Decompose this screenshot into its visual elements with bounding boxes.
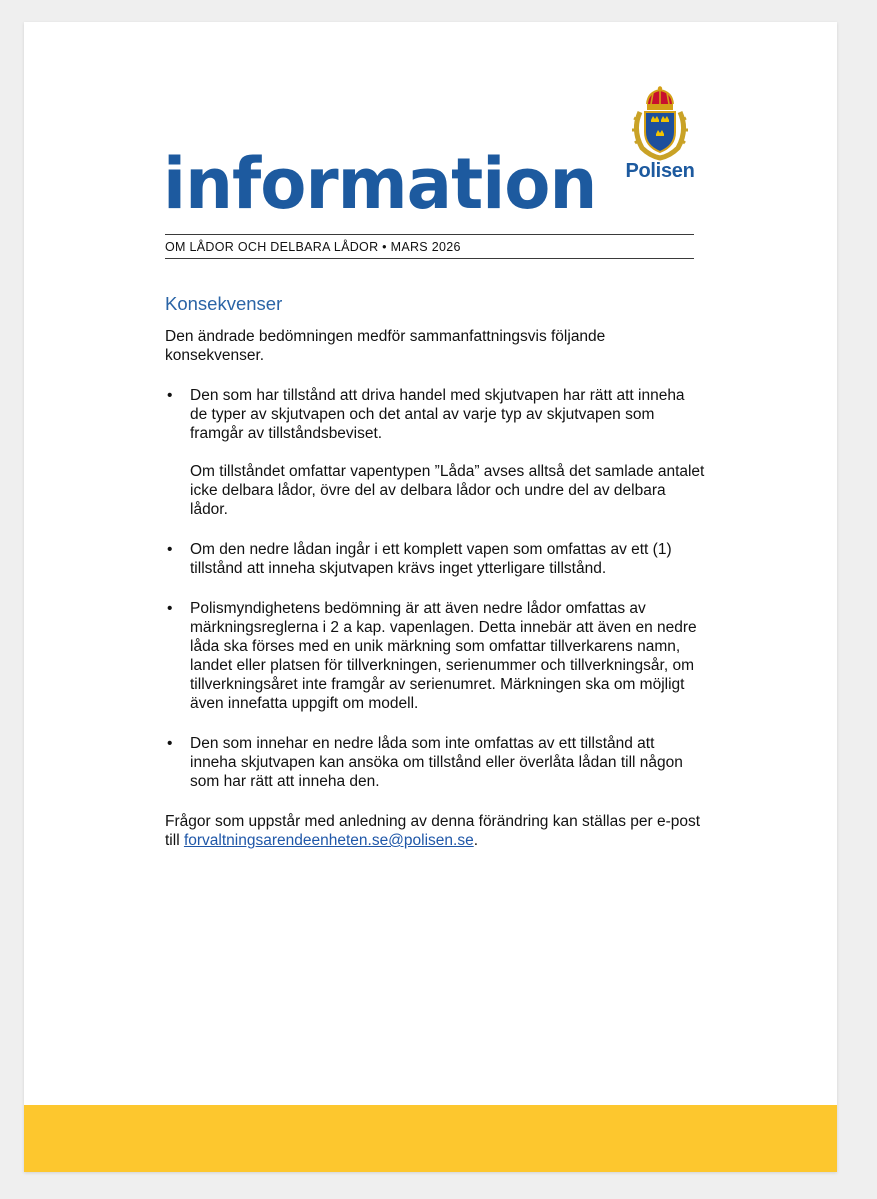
list-item-text: Polismyndighetens bedömning är att även nedre lådor omfattas av märkningsreglerna i 2 a kap. vapenlagen. Detta innebär att även en nedre låda ska förses med en unik märkning som omfattar tillverkarens namn, landet eller platsen för tillverkningen, serienummer och tillverkningsår, om tillverkningsåret inte framgår av serienumret. Märkningen ska om möjligt även innefatta uppgift om modell. — [190, 600, 697, 712]
contact-paragraph — [165, 812, 705, 850]
footer-band — [24, 1105, 837, 1172]
list-item — [165, 386, 705, 519]
section-heading: Konsekvenser — [165, 293, 283, 314]
list-item-text: Om den nedre lådan ingår i ett komplett vapen som omfattas av ett (1) tillstånd att inneha skjutvapen krävs inget ytterligare tillstånd. — [190, 541, 672, 577]
bullet-icon: • — [167, 735, 173, 752]
list-item-text: Om tillståndet omfattar vapentypen ”Låda” avses alltså det samlade antalet icke delbara lådor, övre del av delbara lådor och undre del av delbara lådor. — [190, 463, 705, 518]
bullet-icon: • — [167, 387, 173, 404]
consequence-list — [165, 386, 705, 791]
intro-paragraph: Den ändrade bedömningen medför sammanfattningsvis följande konsekvenser. — [165, 328, 606, 364]
list-item — [165, 734, 705, 791]
document-page — [24, 22, 837, 1172]
contact-text: Frågor som uppstår med anledning av denna förändring kan ställas per e-post till — [165, 813, 701, 849]
contact-end: . — [473, 832, 479, 849]
document-body — [165, 292, 705, 850]
police-crest-icon — [630, 86, 690, 162]
masthead-title: information — [163, 143, 597, 225]
document-subtitle: OM LÅDOR OCH DELBARA LÅDOR • MARS 2026 — [165, 240, 461, 254]
header-rule-bottom — [165, 258, 694, 259]
list-item — [165, 599, 705, 713]
polisen-logo — [624, 86, 696, 186]
list-item-text: Den som har tillstånd att driva handel med skjutvapen har rätt att inneha de typer av skjutvapen och det antal av varje typ av skjutvapen som framgår av tillståndsbeviset. — [190, 387, 685, 442]
header-rule-top — [165, 234, 694, 235]
bullet-icon: • — [167, 600, 173, 617]
contact-email-link[interactable]: forvaltningsarendeenheten.se@polisen.se — [183, 832, 474, 849]
bullet-icon: • — [167, 541, 173, 558]
list-item-text: Den som innehar en nedre låda som inte omfattas av ett tillstånd att inneha skjutvapen kan ansöka om tillstånd eller överlåta lådan till någon som har rätt att inneha den. — [190, 735, 683, 790]
logo-wordmark: Polisen — [625, 160, 695, 182]
list-item — [165, 540, 705, 578]
